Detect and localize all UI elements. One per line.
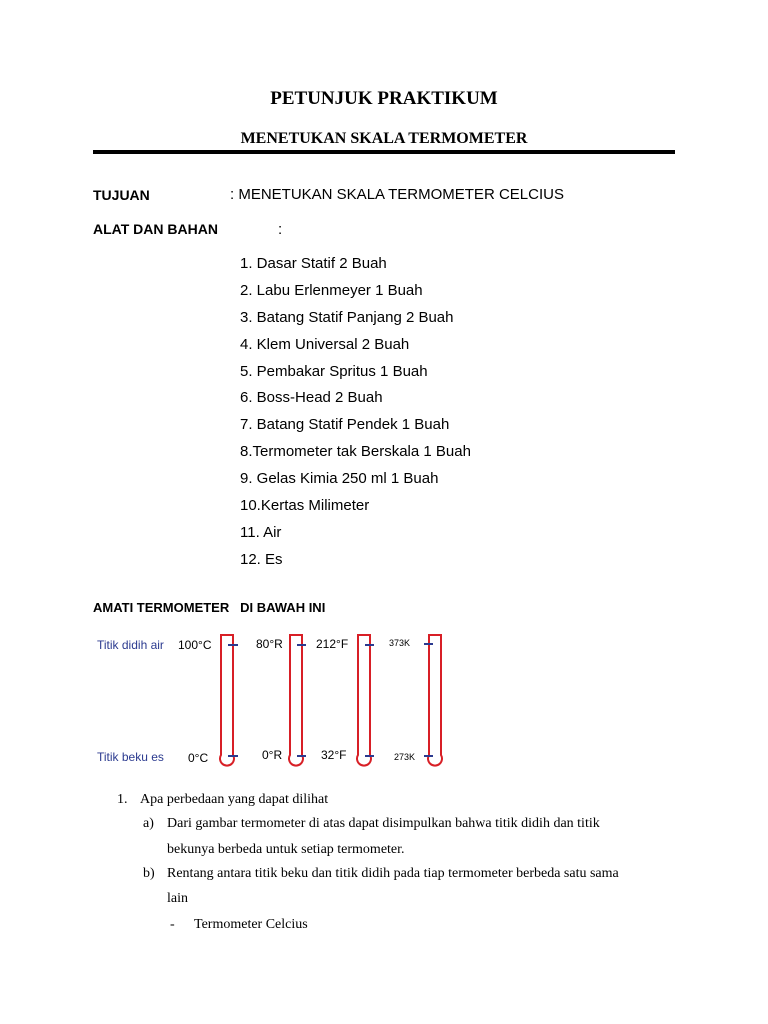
list-item: 11. Air xyxy=(240,523,282,541)
answer-b-line1: Rentang antara titik beku dan titik didih pada tiap termometer berbeda satu sama xyxy=(167,866,619,881)
list-item: 9. Gelas Kimia 250 ml 1 Buah xyxy=(240,470,439,488)
question-text: Apa perbedaan yang dapat dilihat xyxy=(140,792,329,807)
thermometer-tube xyxy=(289,635,303,766)
bullet-dash: - xyxy=(170,917,175,932)
list-item: 8.Termometer tak Berskala 1 Buah xyxy=(240,443,471,461)
thermometer-tube xyxy=(428,635,442,766)
boiling-point-label: Titik didih air xyxy=(97,638,164,652)
list-item: 4. Klem Universal 2 Buah xyxy=(240,335,410,353)
thermometer-figure xyxy=(90,625,460,780)
thermometer-kelvin xyxy=(389,635,442,766)
list-item: 6. Boss-Head 2 Buah xyxy=(240,389,383,407)
bottom-value: 32°F xyxy=(321,748,347,762)
alat-list xyxy=(240,254,471,577)
bottom-value: 0°R xyxy=(262,748,283,762)
thermometer-celsius xyxy=(178,635,238,766)
list-item: 3. Batang Statif Panjang 2 Buah xyxy=(240,308,454,326)
thermometer-tube xyxy=(357,635,371,766)
question-number: 1. xyxy=(117,792,128,807)
answer-a-line2: bekunya berbeda untuk setiap termometer. xyxy=(167,842,405,857)
top-value: 373K xyxy=(389,638,411,648)
bottom-value: 273K xyxy=(394,752,416,762)
answer-a-line1: Dari gambar termometer di atas dapat disimpulkan bahwa titik didih dan titik xyxy=(167,816,600,831)
answer-a-label: a) xyxy=(143,816,154,831)
amati-heading: AMATI TERMOMETER DI BAWAH INI xyxy=(93,600,326,615)
list-item: 2. Labu Erlenmeyer 1 Buah xyxy=(240,281,423,299)
answer-b-label: b) xyxy=(143,866,155,881)
top-value: 100°C xyxy=(178,638,212,652)
thermometer-reaumur xyxy=(256,635,306,766)
thermometer-tube xyxy=(220,635,234,766)
answer-b-line2: lain xyxy=(167,891,188,906)
bottom-value: 0°C xyxy=(188,751,209,765)
tujuan-label: TUJUAN xyxy=(93,187,150,203)
alat-colon: : xyxy=(278,221,283,238)
document-subtitle: MENETUKAN SKALA TERMOMETER xyxy=(240,130,528,147)
list-item: 5. Pembakar Spritus 1 Buah xyxy=(240,362,428,380)
top-value: 212°F xyxy=(316,637,349,651)
title-rule xyxy=(93,150,675,154)
bullet-text: Termometer Celcius xyxy=(194,917,308,932)
document-title: PETUNJUK PRAKTIKUM xyxy=(270,88,498,109)
list-item: 12. Es xyxy=(240,550,283,568)
tujuan-value: : MENETUKAN SKALA TERMOMETER CELCIUS xyxy=(230,186,564,203)
list-item: 10.Kertas Milimeter xyxy=(240,497,370,515)
thermometer-fahrenheit xyxy=(316,635,374,766)
top-value: 80°R xyxy=(256,637,283,651)
list-item: 7. Batang Statif Pendek 1 Buah xyxy=(240,416,450,434)
list-item: 1. Dasar Statif 2 Buah xyxy=(240,255,387,272)
freezing-point-label: Titik beku es xyxy=(97,750,164,764)
alat-label: ALAT DAN BAHAN xyxy=(93,221,218,237)
